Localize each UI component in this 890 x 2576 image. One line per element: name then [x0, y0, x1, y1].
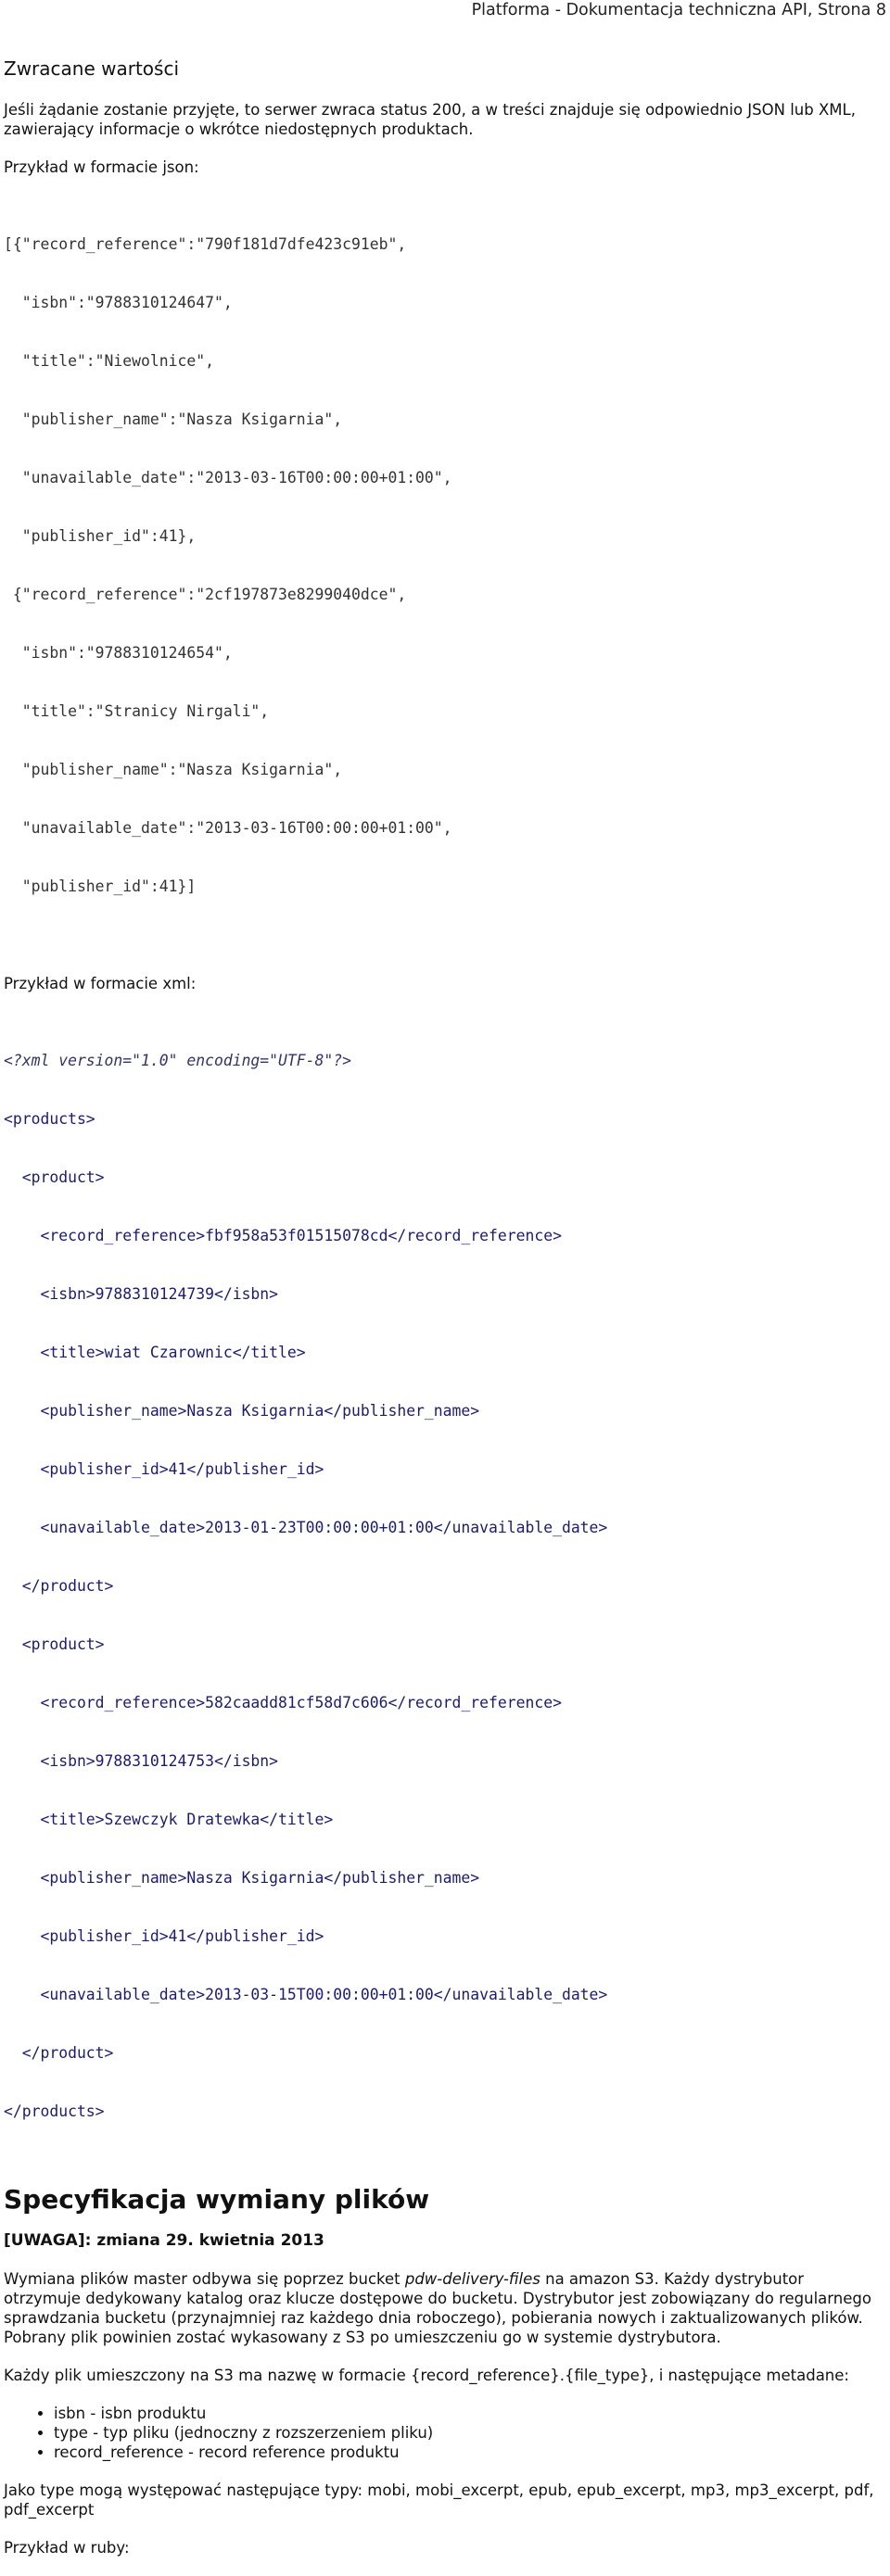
- document-content: [4, 56, 884, 2576]
- code-line: <publisher_id>41</publisher_id>: [4, 1927, 324, 1945]
- paragraph-text: Wymiana plików master odbywa się poprzez bucket: [4, 2270, 405, 2288]
- code-line: <record_reference>582caadd81cf58d7c606</record_reference>: [4, 1694, 562, 1711]
- warning-note: [UWAGA]: zmiana 29. kwietnia 2013: [4, 2231, 324, 2250]
- xml-example-label: Przykład w formacie xml:: [4, 975, 197, 992]
- code-line: "title":"Niewolnice",: [4, 352, 214, 370]
- file-types-paragraph: Jako type mogą występować następujące typy: mobi, mobi_excerpt, epub, epub_excerpt, mp3, mp3_excerpt, pdf, pdf_excerpt: [4, 2481, 874, 2519]
- xml-code-block: [4, 1012, 884, 2160]
- code-line: "isbn":"9788310124647",: [4, 294, 233, 311]
- list-item: • isbn - isbn produktu: [54, 2404, 884, 2423]
- file-naming-paragraph: Każdy plik umieszczony na S3 ma nazwę w formacie {record_reference}.{file_type}, i następujące metadane:: [4, 2367, 849, 2384]
- page-header: Platforma - Dokumentacja techniczna API, Strona 8: [471, 1, 886, 19]
- code-line: "unavailable_date":"2013-03-16T00:00:00+01:00",: [4, 469, 452, 486]
- code-line: <publisher_name>Nasza Ksigarnia</publisher_name>: [4, 1402, 480, 1420]
- json-example-label: Przykład w formacie json:: [4, 158, 199, 176]
- code-line: <isbn>9788310124753</isbn>: [4, 1752, 279, 1770]
- bucket-name: pdw-delivery-files: [404, 2270, 540, 2288]
- code-line: "publisher_id":41},: [4, 527, 197, 545]
- code-line: "title":"Stranicy Nirgali",: [4, 702, 270, 720]
- returned-values-heading: Zwracane wartości: [4, 57, 180, 80]
- code-line: </products>: [4, 2102, 105, 2120]
- returned-values-paragraph: Jeśli żądanie zostanie przyjęte, to serwer zwraca status 200, a w treści znajduje się odpowiednio JSON lub XML, zawierający informacje o wkrótce niedostępnych produktach.: [4, 101, 856, 138]
- list-item: • record_reference - record reference produktu: [54, 2443, 884, 2462]
- code-line: [{"record_reference":"790f181d7dfe423c91eb",: [4, 235, 407, 253]
- list-item: • type - typ pliku (jednoczny z rozszerzeniem pliku): [54, 2423, 884, 2443]
- code-line: <title>Szewczyk Dratewka</title>: [4, 1811, 334, 1828]
- code-line: {"record_reference":"2cf197873e8299040dce",: [4, 586, 407, 603]
- code-line: <title>wiat Czarownic</title>: [4, 1344, 306, 1361]
- code-line: <isbn>9788310124739</isbn>: [4, 1285, 279, 1303]
- code-line: <product>: [4, 1635, 105, 1653]
- code-line: <product>: [4, 1168, 105, 1186]
- xml-declaration: <?xml version="1.0" encoding="UTF-8"?>: [4, 1052, 351, 1069]
- code-line: </product>: [4, 2044, 114, 2062]
- code-line: <unavailable_date>2013-01-23T00:00:00+01:00</unavailable_date>: [4, 1519, 608, 1536]
- code-line: <unavailable_date>2013-03-15T00:00:00+01:00</unavailable_date>: [4, 1986, 608, 2003]
- paragraph-text: na amazon S3. Każdy dystrybutor otrzymuje dedykowany katalog oraz klucze dostępowe do bucketu. Dystrybutor jest zobowiązany do regularnego sprawdzania bucketu (przynajmniej raz każdego dnia roboczego), pobierania nowych i zaktualizowanych plików. Pobrany plik powinien zostać wykasowany z S3 po umieszczeniu go w systemie dystrybutora.: [4, 2270, 871, 2346]
- code-line: "publisher_name":"Nasza Ksigarnia",: [4, 410, 343, 428]
- code-line: "publisher_name":"Nasza Ksigarnia",: [4, 761, 343, 778]
- code-line: "isbn":"9788310124654",: [4, 644, 233, 662]
- json-code-block: [4, 196, 884, 935]
- code-line: <publisher_id>41</publisher_id>: [4, 1460, 324, 1478]
- code-line: <publisher_name>Nasza Ksigarnia</publisher_name>: [4, 1869, 480, 1887]
- code-line: <record_reference>fbf958a53f01515078cd</record_reference>: [4, 1227, 562, 1244]
- file-exchange-paragraph: [4, 2269, 884, 2347]
- ruby-example-label: Przykład w ruby:: [4, 2539, 130, 2557]
- metadata-list: [4, 2404, 884, 2462]
- code-line: </product>: [4, 1577, 114, 1595]
- code-line: <products>: [4, 1110, 95, 1128]
- file-exchange-heading: Specyfikacja wymiany plików: [4, 2184, 430, 2215]
- code-line: "publisher_id":41}]: [4, 878, 197, 895]
- code-line: "unavailable_date":"2013-03-16T00:00:00+01:00",: [4, 819, 452, 837]
